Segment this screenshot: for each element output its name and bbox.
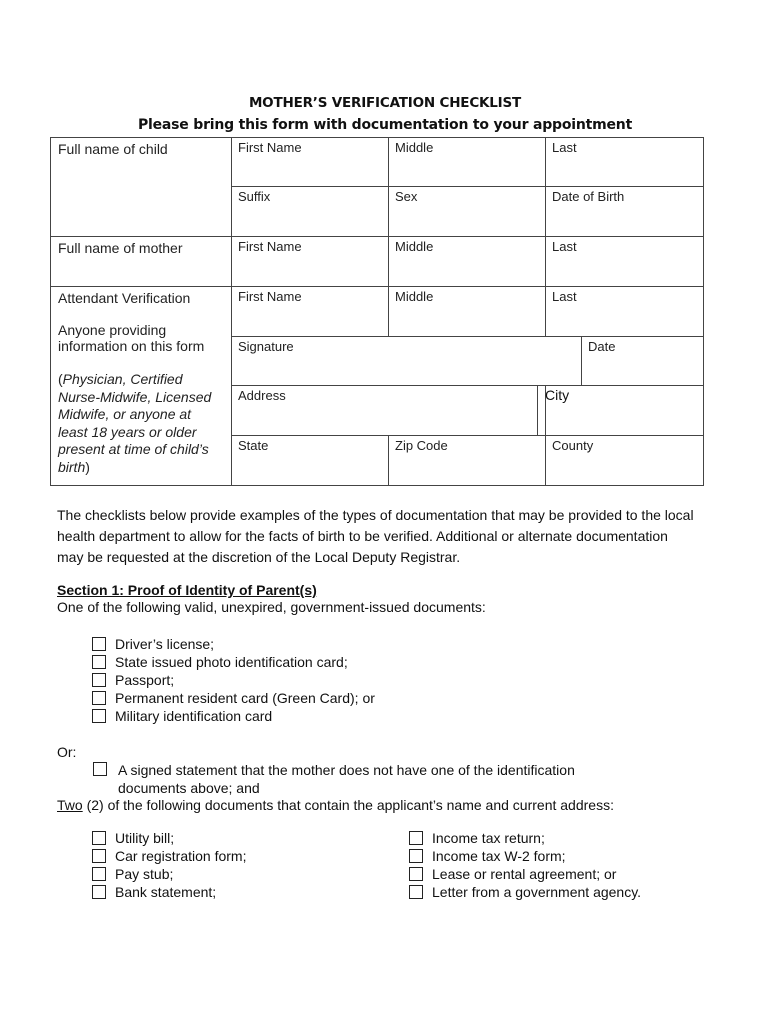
item-label: State issued photo identification card; [115, 654, 348, 670]
checkbox[interactable] [92, 709, 106, 723]
signed-statement [93, 761, 653, 797]
mother-middle-field[interactable]: Middle [389, 237, 546, 287]
checkbox[interactable] [92, 831, 106, 845]
item-label: Pay stub; [115, 866, 174, 882]
checkbox[interactable] [409, 849, 423, 863]
item-label: Income tax return; [432, 830, 545, 846]
two-word: Two [57, 797, 83, 813]
list-item[interactable] [92, 865, 246, 883]
checkbox[interactable] [92, 637, 106, 651]
child-name-label: Full name of child [51, 138, 232, 237]
list-item[interactable] [92, 653, 375, 671]
list-item[interactable] [92, 829, 246, 847]
checkbox[interactable] [409, 885, 423, 899]
attendant-signature-field[interactable]: Signature [232, 337, 582, 386]
intro-paragraph: The checklists below provide examples of the types of documentation that may be provided to the local health department to allow for the facts of birth to be verified. Additional or alternate documentation may be requested at the discretion of the Local Deputy Registrar. [57, 507, 694, 565]
item-label: Driver’s license; [115, 636, 215, 652]
city-label: City [545, 387, 570, 403]
list-item[interactable] [92, 689, 375, 707]
item-label: Income tax W-2 form; [432, 848, 566, 864]
attendant-date-field[interactable]: Date [582, 337, 704, 386]
id-docs-list [92, 635, 375, 725]
attendant-note: Physician, Certified Nurse-Midwife, Licensed Midwife, or anyone at least 18 years or older present at time of child’s birth [58, 371, 212, 475]
or-label: Or: [57, 744, 77, 760]
list-item[interactable] [92, 671, 375, 689]
section1-subheading: One of the following valid, unexpired, government-issued documents: [57, 599, 486, 615]
checkbox[interactable] [92, 885, 106, 899]
attendant-title: Attendant Verification [58, 290, 191, 306]
attendant-first-name-field[interactable]: First Name [232, 287, 389, 337]
item-label: Letter from a government agency. [432, 884, 642, 900]
item-label: Utility bill; [115, 830, 175, 846]
attendant-last-field[interactable]: Last [546, 287, 704, 337]
item-label: Lease or rental agreement; or [432, 866, 617, 882]
item-label: Military identification card [115, 708, 273, 724]
note-close-paren: ) [85, 458, 90, 475]
form-title: MOTHER’S VERIFICATION CHECKLIST [248, 95, 522, 111]
attendant-sub: Anyone providing information on this form [58, 322, 205, 354]
note-open-paren: ( [58, 371, 63, 387]
list-item[interactable] [92, 883, 246, 901]
attendant-state-field[interactable]: State [232, 436, 389, 486]
child-sex-field[interactable]: Sex [389, 187, 546, 237]
attendant-note-wrap [58, 371, 224, 476]
mother-last-field[interactable]: Last [546, 237, 704, 287]
item-label: Permanent resident card (Green Card); or [115, 690, 375, 706]
statement-line2: documents above; and [118, 780, 260, 796]
checkbox[interactable] [409, 831, 423, 845]
checkbox[interactable] [92, 673, 106, 687]
child-last-field[interactable]: Last [546, 138, 704, 187]
list-item[interactable] [409, 847, 641, 865]
section1-heading: Section 1: Proof of Identity of Parent(s) [57, 582, 317, 598]
mother-name-label: Full name of mother [51, 237, 232, 287]
child-suffix-field[interactable]: Suffix [232, 187, 389, 237]
child-middle-field[interactable]: Middle [389, 138, 546, 187]
attendant-county-field[interactable]: County [546, 436, 704, 486]
two-docs-text [57, 797, 614, 813]
list-item[interactable] [409, 865, 641, 883]
checkbox[interactable] [92, 867, 106, 881]
mother-first-name-field[interactable]: First Name [232, 237, 389, 287]
checkbox[interactable] [92, 655, 106, 669]
item-label: Car registration form; [115, 848, 247, 864]
checkbox[interactable] [92, 691, 106, 705]
list-item[interactable] [92, 707, 375, 725]
list-item[interactable] [409, 829, 641, 847]
attendant-label-cell [51, 287, 232, 486]
list-item[interactable] [92, 635, 375, 653]
checkbox[interactable] [92, 849, 106, 863]
statement-line1: A signed statement that the mother does not have one of the identification [118, 762, 575, 778]
list-item[interactable] [409, 883, 641, 901]
attendant-zip-field[interactable]: Zip Code [389, 436, 546, 486]
item-label: Bank statement; [115, 884, 217, 900]
child-first-name-field[interactable]: First Name [232, 138, 389, 187]
address-docs-right-list [409, 829, 641, 901]
form-subtitle: Please bring this form with documentation to your appointment [137, 117, 633, 133]
city-divider [537, 385, 704, 435]
attendant-address-field[interactable]: Address [232, 386, 546, 436]
list-item[interactable] [92, 847, 246, 865]
checkbox[interactable] [409, 867, 423, 881]
two-rest: (2) of the following documents that contain the applicant’s name and current address: [82, 797, 614, 813]
attendant-middle-field[interactable]: Middle [389, 287, 546, 337]
address-docs-left-list [92, 829, 246, 901]
child-dob-field[interactable]: Date of Birth [546, 187, 704, 237]
item-label: Passport; [115, 672, 175, 688]
checkbox[interactable] [93, 762, 107, 776]
